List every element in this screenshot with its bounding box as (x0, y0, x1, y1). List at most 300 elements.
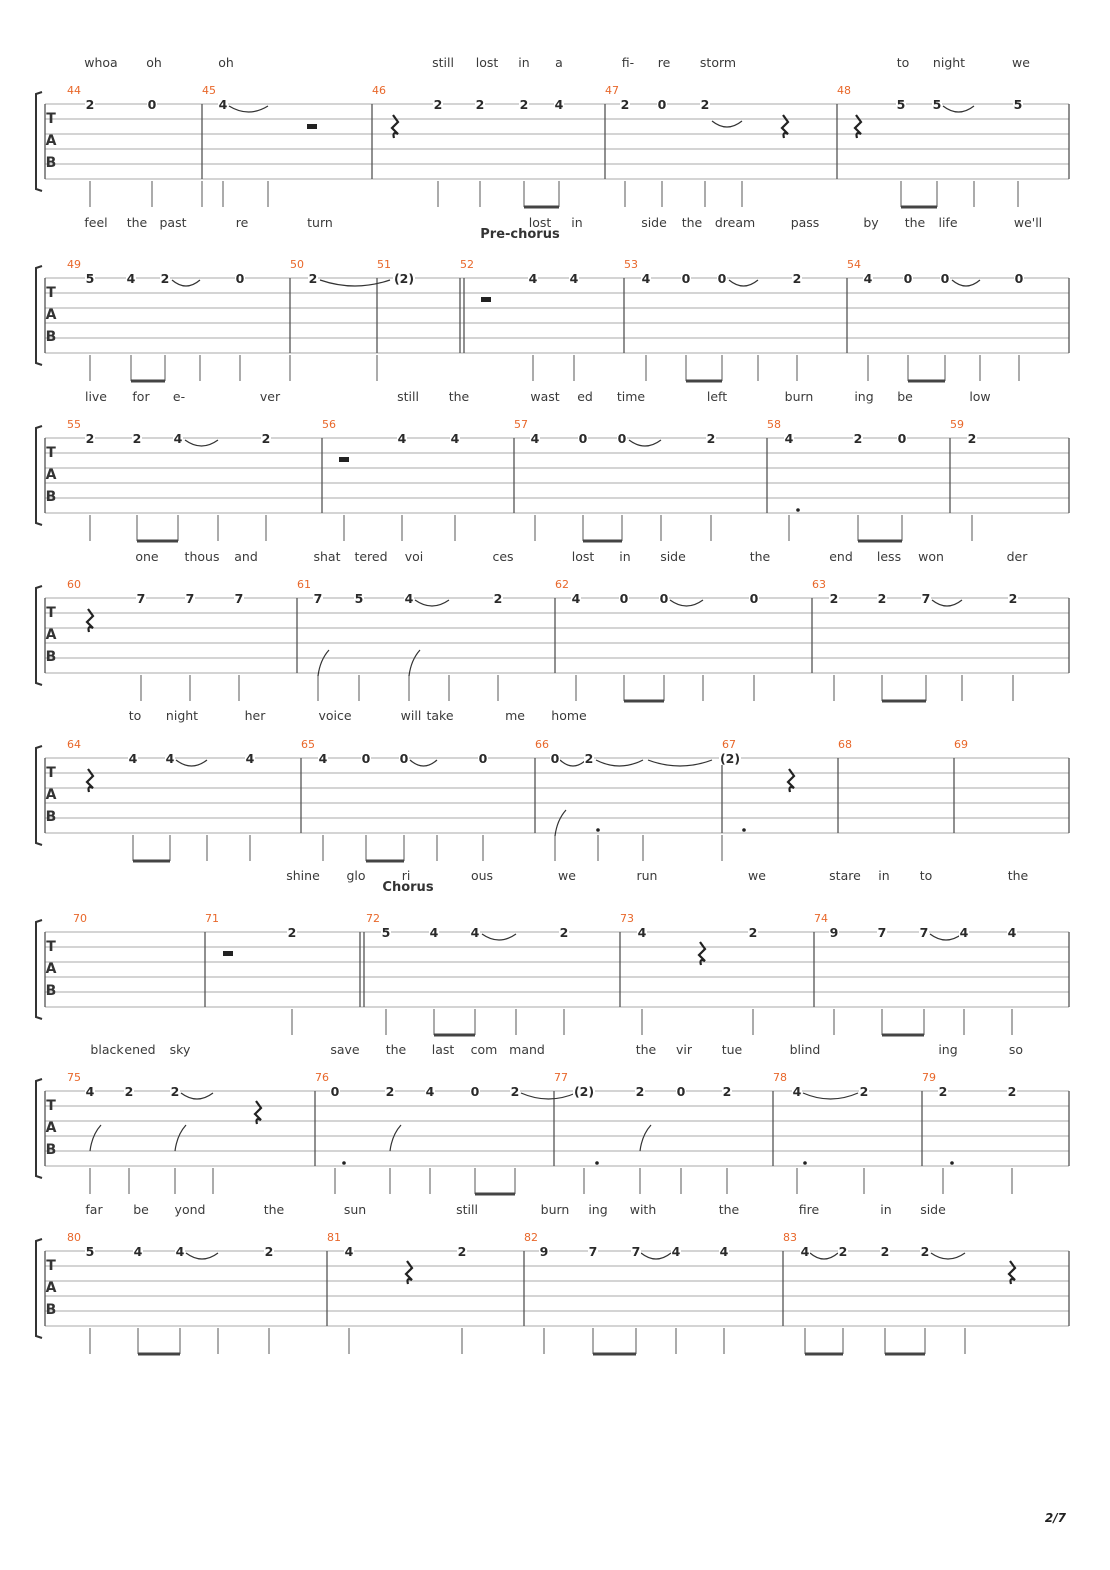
fret-number: 4 (245, 751, 255, 766)
fret-number: 7 (136, 591, 146, 606)
tab-system (36, 868, 1069, 1035)
tab-clef-letter: B (45, 489, 57, 505)
lyric-syllable: black (90, 1042, 124, 1057)
half-rest (339, 457, 349, 462)
lyric-syllable: still (456, 1202, 478, 1217)
section-label: Pre-chorus (480, 227, 560, 242)
fret-number: 4 (569, 271, 579, 286)
fret-number: 0 (749, 591, 759, 606)
system-bracket (36, 1239, 42, 1338)
measure-number: 67 (722, 738, 736, 751)
fret-number: 0 (940, 271, 950, 286)
lyric-syllable: lost (528, 215, 552, 230)
fret-number: 9 (829, 925, 839, 940)
measure-number: 70 (73, 912, 87, 925)
fret-number: 2 (706, 431, 716, 446)
lyric-syllable: the (749, 549, 771, 564)
fret-number: 2 (385, 1084, 395, 1099)
lyric-syllable: com (470, 1042, 498, 1057)
fret-number: 4 (425, 1084, 435, 1099)
fret-number: 2 (493, 591, 503, 606)
quarter-rest (392, 115, 398, 138)
duration-dot (803, 1161, 807, 1165)
fret-number: 2 (700, 97, 710, 112)
lyric-syllable: re (657, 55, 671, 70)
lyric-syllable: the (1007, 868, 1029, 883)
tie-arc (803, 1093, 858, 1099)
lyric-syllable: side (920, 1202, 946, 1217)
measure-number: 50 (290, 258, 304, 271)
measure-number: 77 (554, 1071, 568, 1084)
measure-number: 49 (67, 258, 81, 271)
quarter-rest (855, 115, 861, 138)
fret-number: 4 (470, 925, 480, 940)
lyric-syllable: night (165, 708, 199, 723)
lyric-syllable: fi- (621, 55, 635, 70)
measure-number: 71 (205, 912, 219, 925)
lyric-syllable: burn (784, 389, 814, 404)
tie-arc (729, 280, 758, 286)
system-bracket (36, 1079, 42, 1178)
tab-clef-letter: B (45, 155, 57, 171)
duration-dot (595, 1161, 599, 1165)
lyric-syllable: turn (307, 215, 333, 230)
fret-number: 2 (792, 271, 802, 286)
lyric-syllable: save (330, 1042, 360, 1057)
lyric-syllable: we (558, 868, 576, 883)
fret-number: 9 (539, 1244, 549, 1259)
measure-number: 46 (372, 84, 386, 97)
note-flag (390, 1125, 401, 1151)
lyric-syllable: for (132, 389, 150, 404)
measure-number: 75 (67, 1071, 81, 1084)
lyric-syllable: ing (588, 1202, 608, 1217)
measure-number: 66 (535, 738, 549, 751)
fret-number: 5 (381, 925, 391, 940)
lyric-syllable: side (660, 549, 686, 564)
fret-number: 4 (450, 431, 460, 446)
quarter-rest (87, 769, 93, 792)
lyric-syllable: stare (829, 868, 861, 883)
measure-number: 57 (514, 418, 528, 431)
fret-number: 2 (261, 431, 271, 446)
fret-number: 2 (85, 97, 95, 112)
lyric-syllable: wast (530, 389, 560, 404)
lyric-syllable: life (938, 215, 958, 230)
lyric-syllable: be (897, 389, 913, 404)
fret-number: 2 (584, 751, 594, 766)
fret-number: 4 (173, 431, 183, 446)
fret-number: (2) (719, 751, 741, 766)
tab-clef-letter: T (46, 1258, 56, 1274)
fret-number: 0 (1014, 271, 1024, 286)
measure-number: 73 (620, 912, 634, 925)
lyric-syllable: be (133, 1202, 149, 1217)
fret-number: (2) (393, 271, 415, 286)
fret-number: 0 (235, 271, 245, 286)
fret-number: 5 (85, 1244, 95, 1259)
half-rest (223, 951, 233, 956)
measure-number: 64 (67, 738, 81, 751)
measure-number: 56 (322, 418, 336, 431)
lyric-syllable: sun (343, 1202, 367, 1217)
lyric-syllable: the (635, 1042, 657, 1057)
fret-number: 4 (318, 751, 328, 766)
lyric-syllable: last (431, 1042, 455, 1057)
lyric-syllable: the (385, 1042, 407, 1057)
fret-number: 0 (681, 271, 691, 286)
lyric-syllable: her (244, 708, 266, 723)
measure-number: 62 (555, 578, 569, 591)
fret-number: 4 (719, 1244, 729, 1259)
lyric-syllable: lost (475, 55, 499, 70)
tie-arc (186, 1253, 218, 1259)
fret-number: 2 (457, 1244, 467, 1259)
lyric-syllable: the (126, 215, 148, 230)
lyric-syllable: re (235, 215, 249, 230)
lyric-syllable: glo (346, 868, 366, 883)
lyric-syllable: less (876, 549, 902, 564)
fret-number: 4 (792, 1084, 802, 1099)
lyric-syllable: in (878, 868, 890, 883)
lyric-syllable: past (159, 215, 187, 230)
lyric-syllable: sky (169, 1042, 191, 1057)
system-bracket (36, 586, 42, 685)
tab-clef-letter: A (45, 627, 57, 643)
lyric-syllable: run (636, 868, 658, 883)
tab-clef-letter: B (45, 1142, 57, 1158)
lyric-syllable: burn (540, 1202, 570, 1217)
fret-number: (2) (573, 1084, 595, 1099)
fret-number: 4 (800, 1244, 810, 1259)
fret-number: 2 (1008, 591, 1018, 606)
lyric-syllable: the (681, 215, 703, 230)
lyric-syllable: yond (174, 1202, 206, 1217)
duration-dot (796, 508, 800, 512)
lyric-syllable: end (829, 549, 853, 564)
tie-arc (320, 280, 390, 286)
tab-system (36, 1202, 1069, 1354)
fret-number: 0 (903, 271, 913, 286)
tab-system (36, 549, 1069, 701)
quarter-rest (782, 115, 788, 138)
lyric-syllable: night (932, 55, 966, 70)
fret-number: 4 (175, 1244, 185, 1259)
fret-number: 2 (287, 925, 297, 940)
fret-number: 2 (124, 1084, 134, 1099)
tab-system (36, 1042, 1069, 1194)
fret-number: 4 (641, 271, 651, 286)
fret-number: 4 (218, 97, 228, 112)
fret-number: 7 (631, 1244, 641, 1259)
lyric-syllable: and (234, 549, 258, 564)
fret-number: 0 (897, 431, 907, 446)
lyric-syllable: ver (259, 389, 281, 404)
tie-arc (560, 760, 586, 766)
lyric-syllable: take (426, 708, 454, 723)
measure-number: 58 (767, 418, 781, 431)
measure-number: 47 (605, 84, 619, 97)
lyric-syllable: one (135, 549, 159, 564)
fret-number: 4 (344, 1244, 354, 1259)
half-rest (307, 124, 317, 129)
fret-number: 0 (361, 751, 371, 766)
fret-number: 2 (859, 1084, 869, 1099)
note-flag (640, 1125, 651, 1151)
measure-number: 53 (624, 258, 638, 271)
tab-clef-letter: T (46, 939, 56, 955)
fret-number: 4 (784, 431, 794, 446)
lyric-syllable: will (400, 708, 422, 723)
lyric-syllable: to (128, 708, 142, 723)
measure-number: 78 (773, 1071, 787, 1084)
fret-number: 4 (528, 271, 538, 286)
fret-number: 7 (185, 591, 195, 606)
measure-number: 76 (315, 1071, 329, 1084)
lyric-syllable: ed (577, 389, 593, 404)
lyric-syllable: lost (571, 549, 595, 564)
fret-number: 0 (399, 751, 409, 766)
lyric-syllable: feel (84, 215, 108, 230)
tab-clef-letter: B (45, 809, 57, 825)
lyric-syllable: voice (318, 708, 352, 723)
tab-system (36, 708, 1069, 861)
measure-number: 74 (814, 912, 828, 925)
lyric-syllable: the (448, 389, 470, 404)
measure-number: 61 (297, 578, 311, 591)
lyric-syllable: live (84, 389, 108, 404)
lyric-syllable: with (629, 1202, 657, 1217)
fret-number: 0 (470, 1084, 480, 1099)
fret-number: 4 (397, 431, 407, 446)
tab-clef-letter: A (45, 1280, 57, 1296)
tie-arc (229, 106, 268, 112)
measure-number: 68 (838, 738, 852, 751)
lyric-syllable: far (85, 1202, 103, 1217)
tab-system (36, 55, 1069, 207)
measure-number: 44 (67, 84, 81, 97)
tie-arc (641, 1253, 671, 1259)
fret-number: 7 (588, 1244, 598, 1259)
lyric-syllable: thous (184, 549, 220, 564)
lyric-syllable: ri (401, 868, 411, 883)
tab-clef-letter: A (45, 133, 57, 149)
tab-clef-letter: A (45, 467, 57, 483)
lyric-syllable: e- (172, 389, 186, 404)
lyric-syllable: vir (675, 1042, 693, 1057)
fret-number: 2 (510, 1084, 520, 1099)
fret-number: 4 (85, 1084, 95, 1099)
fret-number: 7 (877, 925, 887, 940)
tie-arc (596, 760, 643, 766)
measure-number: 45 (202, 84, 216, 97)
duration-dot (596, 828, 600, 832)
fret-number: 4 (429, 925, 439, 940)
fret-number: 2 (475, 97, 485, 112)
fret-number: 0 (619, 591, 629, 606)
fret-number: 4 (133, 1244, 143, 1259)
measure-number: 52 (460, 258, 474, 271)
lyric-syllable: to (896, 55, 910, 70)
tie-arc (185, 440, 218, 446)
lyric-syllable: dream (714, 215, 756, 230)
quarter-rest (87, 609, 93, 632)
tie-arc (670, 600, 703, 606)
tie-arc (952, 280, 980, 286)
lyric-syllable: ces (492, 549, 514, 564)
fret-number: 2 (559, 925, 569, 940)
tie-arc (931, 1253, 965, 1259)
fret-number: 4 (863, 271, 873, 286)
lyric-syllable: in (880, 1202, 892, 1217)
fret-number: 4 (571, 591, 581, 606)
note-flag (318, 650, 329, 676)
tab-clef-letter: T (46, 1098, 56, 1114)
lyric-syllable: time (616, 389, 646, 404)
tie-arc (930, 934, 962, 940)
tab-clef-letter: T (46, 111, 56, 127)
fret-number: 0 (657, 97, 667, 112)
lyric-syllable: in (571, 215, 583, 230)
tab-clef-letter: B (45, 329, 57, 345)
tie-arc (482, 934, 516, 940)
measure-number: 80 (67, 1231, 81, 1244)
tab-clef-letter: A (45, 961, 57, 977)
measure-number: 82 (524, 1231, 538, 1244)
note-flag (90, 1125, 101, 1151)
lyric-syllable: we (748, 868, 766, 883)
fret-number: 2 (85, 431, 95, 446)
fret-number: 4 (959, 925, 969, 940)
system-bracket (36, 92, 42, 191)
fret-number: 4 (165, 751, 175, 766)
quarter-rest (788, 769, 794, 792)
system-bracket (36, 266, 42, 365)
note-flag (175, 1125, 186, 1151)
fret-number: 7 (234, 591, 244, 606)
tie-arc (521, 1093, 576, 1099)
tie-arc (712, 121, 742, 127)
lyric-syllable: side (641, 215, 667, 230)
note-flag (555, 810, 566, 836)
tab-system (36, 215, 1069, 381)
lyric-syllable: tue (721, 1042, 743, 1057)
fret-number: 2 (308, 271, 318, 286)
fret-number: 0 (578, 431, 588, 446)
fret-number: 4 (530, 431, 540, 446)
lyric-syllable: ing (854, 389, 874, 404)
lyric-syllable: left (706, 389, 728, 404)
fret-number: 7 (919, 925, 929, 940)
fret-number: 2 (853, 431, 863, 446)
lyric-syllable: to (919, 868, 933, 883)
measure-number: 79 (922, 1071, 936, 1084)
fret-number: 2 (880, 1244, 890, 1259)
tab-clef-letter: T (46, 285, 56, 301)
lyric-syllable: still (397, 389, 419, 404)
lyric-syllable: me (505, 708, 525, 723)
measure-number: 72 (366, 912, 380, 925)
page-number: 2/7 (1044, 1511, 1066, 1525)
lyric-syllable: blind (789, 1042, 821, 1057)
lyric-syllable: in (518, 55, 530, 70)
lyric-syllable: fire (798, 1202, 820, 1217)
measure-number: 55 (67, 418, 81, 431)
fret-number: 4 (404, 591, 414, 606)
fret-number: 5 (1013, 97, 1023, 112)
lyric-syllable: storm (699, 55, 737, 70)
lyric-syllable: in (619, 549, 631, 564)
fret-number: 2 (920, 1244, 930, 1259)
measure-number: 81 (327, 1231, 341, 1244)
tie-arc (810, 1253, 838, 1259)
tie-arc (415, 600, 449, 606)
fret-number: 0 (659, 591, 669, 606)
fret-number: 5 (896, 97, 906, 112)
tab-system (36, 389, 1069, 541)
lyric-syllable: so (1008, 1042, 1024, 1057)
fret-number: 2 (722, 1084, 732, 1099)
fret-number: 2 (838, 1244, 848, 1259)
tie-arc (172, 280, 200, 286)
fret-number: 2 (635, 1084, 645, 1099)
tie-arc (943, 106, 974, 112)
measure-number: 60 (67, 578, 81, 591)
duration-dot (742, 828, 746, 832)
lyric-syllable: tered (354, 549, 388, 564)
fret-number: 5 (932, 97, 942, 112)
lyric-syllable: whoa (84, 55, 118, 70)
fret-number: 2 (132, 431, 142, 446)
tie-arc (629, 440, 661, 446)
fret-number: 2 (829, 591, 839, 606)
tie-arc (648, 760, 712, 766)
measure-number: 63 (812, 578, 826, 591)
tab-clef-letter: B (45, 1302, 57, 1318)
lyric-syllable: ing (938, 1042, 958, 1057)
half-rest (481, 297, 491, 302)
fret-number: 2 (519, 97, 529, 112)
fret-number: 2 (967, 431, 977, 446)
lyric-syllable: der (1006, 549, 1028, 564)
fret-number: 4 (554, 97, 564, 112)
measure-number: 69 (954, 738, 968, 751)
fret-number: 0 (617, 431, 627, 446)
fret-number: 5 (85, 271, 95, 286)
fret-number: 2 (938, 1084, 948, 1099)
measure-number: 83 (783, 1231, 797, 1244)
section-label: Chorus (382, 880, 434, 895)
fret-number: 4 (671, 1244, 681, 1259)
measure-number: 65 (301, 738, 315, 751)
lyric-syllable: we'll (1013, 215, 1043, 230)
fret-number: 0 (676, 1084, 686, 1099)
duration-dot (342, 1161, 346, 1165)
tab-clef-letter: A (45, 307, 57, 323)
fret-number: 0 (550, 751, 560, 766)
lyric-syllable: by (863, 215, 879, 230)
lyric-syllable: shat (313, 549, 341, 564)
lyric-syllable: the (263, 1202, 285, 1217)
fret-number: 4 (128, 751, 138, 766)
duration-dot (950, 1161, 954, 1165)
tab-clef-letter: B (45, 983, 57, 999)
tab-clef-letter: T (46, 605, 56, 621)
lyric-syllable: ened (124, 1042, 156, 1057)
fret-number: 0 (478, 751, 488, 766)
lyric-syllable: low (969, 389, 991, 404)
fret-number: 2 (160, 271, 170, 286)
